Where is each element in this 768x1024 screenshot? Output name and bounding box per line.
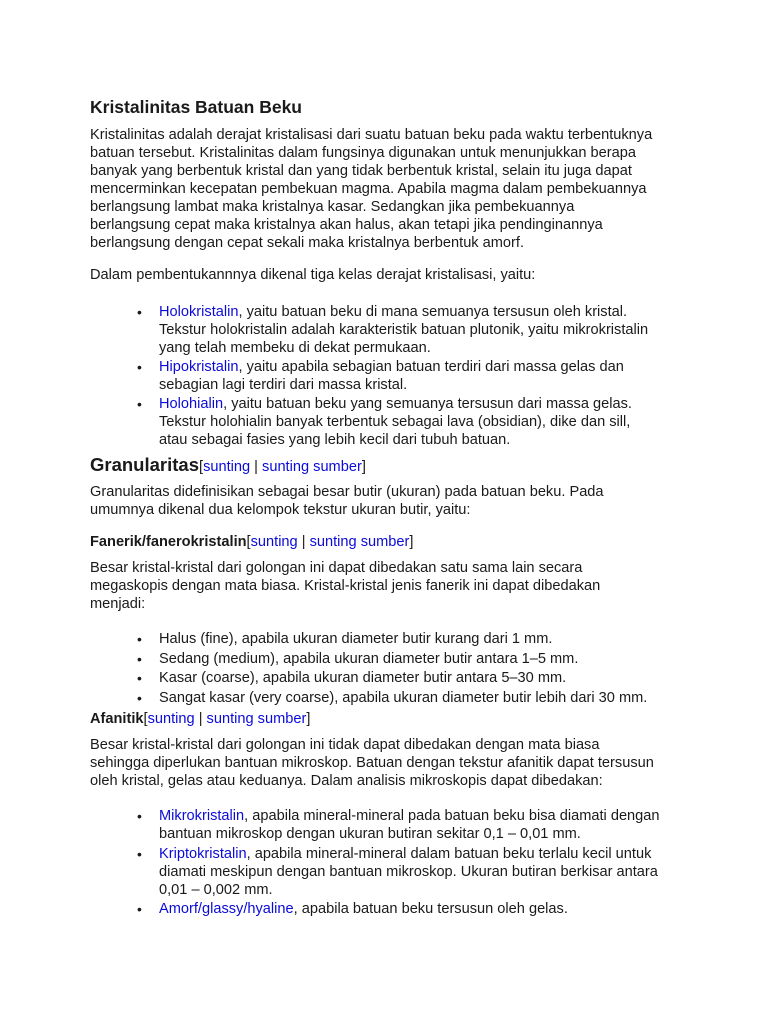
list-item-line: 0,01 – 0,002 mm. — [159, 882, 273, 898]
page-title: Kristalinitas Batuan Beku — [90, 97, 302, 117]
list-item-line: Amorf/glassy/hyaline, apabila batuan beku tersusun oleh gelas. — [159, 901, 568, 917]
edit-source-link[interactable]: sunting sumber — [262, 459, 362, 475]
list-item-line: Kriptokristalin, apabila mineral-mineral dalam batuan beku terlalu kecil untuk — [159, 846, 652, 862]
link-hipokristalin[interactable]: Hipokristalin — [159, 359, 239, 375]
edit-link[interactable]: sunting — [250, 534, 298, 550]
list-item-line: atau sebagai fasies yang lebih kecil dari tubuh batuan. — [159, 432, 511, 448]
bullet-icon: • — [137, 670, 142, 686]
edit-source-link[interactable]: sunting sumber — [309, 534, 410, 550]
bullet-icon: • — [137, 690, 142, 706]
list-item-line: Tekstur holohialin banyak terbentuk sebagai lava (obsidian), dike dan sill, — [159, 414, 631, 430]
paragraph-3-line: Granularitas didefinisikan sebagai besar butir (ukuran) pada batuan beku. Pada — [90, 484, 604, 500]
bullet-icon: • — [137, 846, 142, 862]
list-item: Sangat kasar (very coarse), apabila ukuran diameter butir lebih dari 30 mm. — [159, 690, 648, 706]
section-heading-fanerik: Fanerik/fanerokristalin[sunting | sunting sumber] — [90, 534, 414, 550]
paragraph-5-line: Besar kristal-kristal dari golongan ini tidak dapat dibedakan dengan mata biasa — [90, 737, 600, 753]
link-amorf[interactable]: Amorf/glassy/hyaline — [159, 901, 294, 917]
paragraph-3-line: umumnya dikenal dua kelompok tekstur ukuran butir, yaitu: — [90, 502, 471, 518]
edit-link[interactable]: sunting — [147, 711, 195, 727]
paragraph-2: Dalam pembentukannnya dikenal tiga kelas derajat kristalisasi, yaitu: — [90, 267, 536, 283]
edit-source-link[interactable]: sunting sumber — [206, 711, 307, 727]
list-item-line: Mikrokristalin, apabila mineral-mineral pada batuan beku bisa diamati dengan — [159, 808, 660, 824]
list-item: Kasar (coarse), apabila ukuran diameter butir antara 5–30 mm. — [159, 670, 567, 686]
list-item-line: yang telah membeku di dekat permukaan. — [159, 340, 431, 356]
section-heading-granularitas: Granularitas[sunting | sunting sumber] — [90, 454, 366, 475]
paragraph-1-line: batuan tersebut. Kristalinitas dalam fungsinya digunakan untuk menunjukkan berapa — [90, 145, 636, 161]
paragraph-4-line: menjadi: — [90, 596, 146, 612]
bullet-icon: • — [137, 631, 142, 647]
link-kriptokristalin[interactable]: Kriptokristalin — [159, 846, 247, 862]
paragraph-1-line: mencerminkan kecepatan pembekuan magma. Apabila magma dalam pembekuannya — [90, 181, 647, 197]
edit-link[interactable]: sunting — [203, 459, 251, 475]
list-item-line: Hipokristalin, yaitu apabila sebagian batuan terdiri dari massa gelas dan — [159, 359, 624, 375]
bullet-icon: • — [137, 901, 142, 917]
bullet-icon: • — [137, 396, 142, 412]
paragraph-5-line: sehingga diperlukan bantuan mikroskop. Batuan dengan tekstur afanitik dapat tersusun — [90, 755, 654, 771]
paragraph-1-line: berlangsung lambat maka kristalnya kasar. Sedangkan jika pembekuannya — [90, 199, 575, 215]
link-holokristalin[interactable]: Holokristalin — [159, 304, 239, 320]
list-item-line: sebagian lagi terdiri dari massa kristal. — [159, 377, 408, 393]
section-heading-afanitik: Afanitik[sunting | sunting sumber] — [90, 711, 311, 727]
paragraph-1-line: berlangsung cepat maka kristalnya akan halus, akan tetapi jika pendinginannya — [90, 217, 603, 233]
link-holohialin[interactable]: Holohialin — [159, 396, 224, 412]
list-item-line: Holohialin, yaitu batuan beku yang semuanya tersusun dari massa gelas. — [159, 396, 632, 412]
bullet-icon: • — [137, 651, 142, 667]
paragraph-4-line: megaskopis dengan mata biasa. Kristal-kristal jenis fanerik ini dapat dibedakan — [90, 578, 601, 594]
paragraph-1-line: banyak yang berbentuk kristal dan yang tidak berbentuk kristal, selain itu juga dapat — [90, 163, 632, 179]
list-item-line: Holokristalin, yaitu batuan beku di mana semuanya tersusun oleh kristal. — [159, 304, 628, 320]
list-item-line: bantuan mikroskop dengan ukuran butiran sekitar 0,1 – 0,01 mm. — [159, 826, 581, 842]
bullet-icon: • — [137, 808, 142, 824]
list-item: Sedang (medium), apabila ukuran diameter butir antara 1–5 mm. — [159, 651, 579, 667]
list-item-line: Tekstur holokristalin adalah karakteristik batuan plutonik, yaitu mikrokristalin — [159, 322, 649, 338]
paragraph-1-line: Kristalinitas adalah derajat kristalisasi dari suatu batuan beku pada waktu terbentuknya — [90, 127, 653, 143]
paragraph-4-line: Besar kristal-kristal dari golongan ini dapat dibedakan satu sama lain secara — [90, 560, 583, 576]
bullet-icon: • — [137, 359, 142, 375]
link-mikrokristalin[interactable]: Mikrokristalin — [159, 808, 245, 824]
bullet-icon: • — [137, 304, 142, 320]
paragraph-1-line: berlangsung dengan cepat sekali maka kristalnya berbentuk amorf. — [90, 235, 525, 251]
list-item-line: diamati meskipun dengan bantuan mikroskop. Ukuran butiran berkisar antara — [159, 864, 658, 880]
list-item: Halus (fine), apabila ukuran diameter butir kurang dari 1 mm. — [159, 631, 553, 647]
paragraph-5-line: oleh kristal, gelas atau keduanya. Dalam analisis mikroskopis dapat dibedakan: — [90, 773, 603, 789]
